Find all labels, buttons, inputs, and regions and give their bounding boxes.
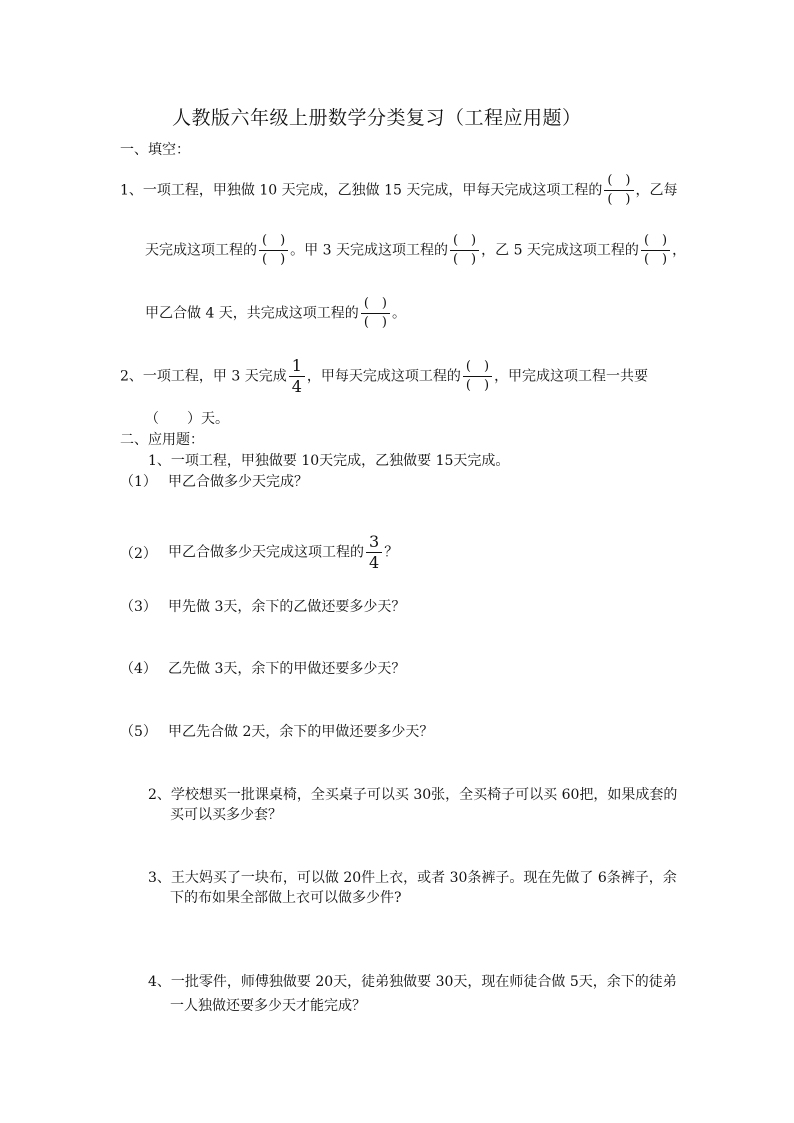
fill-question-2-line-2: （ ）天。	[145, 411, 229, 427]
blank-numerator: ( )	[465, 359, 490, 374]
blank-numerator: ( )	[262, 233, 286, 248]
blank-numerator: ( )	[643, 233, 668, 248]
blank-numerator: ( )	[607, 173, 631, 188]
denominator: 4	[291, 377, 302, 396]
text: 。甲 3 天完成这项工程的	[290, 242, 448, 259]
fraction-bar	[463, 376, 492, 377]
fill-question-1-line-1	[120, 173, 678, 208]
problem-1-item-3: 甲先做 3天，余下的乙做还要多少天？	[168, 599, 406, 615]
problem-2-line-2: 买可以买多少套？	[170, 807, 282, 823]
blank-numerator: ( )	[452, 233, 477, 248]
numerator: 1	[291, 356, 302, 375]
fill-question-1-line-3	[145, 296, 406, 331]
problem-2-line-1: 2、学校想买一批课桌椅，全买桌子可以买 30张，全买椅子可以买 60把，如果成套的	[148, 787, 678, 803]
problem-1-item-2-number: （2）	[120, 546, 157, 562]
blank-fraction	[463, 359, 492, 394]
problem-1-item-2	[168, 533, 398, 572]
text: 甲乙合做多少天完成这项工程的	[168, 544, 364, 561]
text: ，乙 5 天完成这项工程的	[481, 242, 639, 259]
blank-fraction	[604, 173, 633, 208]
text: 2、一项工程，甲 3 天完成	[120, 368, 287, 385]
problem-1-stem: 1、一项工程，甲独做要 10天完成，乙独做要 15天完成。	[148, 453, 510, 469]
problem-4-line-2: 一人独做还要多少天才能完成？	[170, 998, 366, 1014]
denominator: 4	[369, 553, 380, 572]
numerator: 3	[369, 532, 380, 551]
fraction-bar	[450, 250, 479, 251]
problem-1-item-4-number: （4）	[120, 661, 157, 677]
fill-question-2-line-1	[120, 357, 648, 396]
problem-1-item-1-number: （1）	[120, 474, 157, 490]
fraction-bar	[641, 250, 670, 251]
blank-denominator: ( )	[452, 252, 477, 267]
fraction-three-quarters	[366, 533, 382, 572]
blank-numerator: ( )	[363, 296, 387, 311]
problem-3-line-1: 3、王大妈买了一块布，可以做 20件上衣，或者 30条裤子。现在先做了 6条裤子，余	[148, 870, 677, 886]
fraction-bar	[259, 250, 288, 251]
blank-denominator: ( )	[607, 192, 631, 207]
blank-fraction	[641, 233, 670, 268]
problem-1-item-1: 甲乙合做多少天完成？	[168, 474, 308, 490]
problem-1-item-5-number: （5）	[120, 724, 157, 740]
blank-denominator: ( )	[465, 378, 490, 393]
fraction-bar	[361, 313, 390, 314]
text: ，乙每	[635, 182, 678, 199]
fraction-one-quarter	[289, 357, 305, 396]
problem-3-line-2: 下的布如果全部做上衣可以做多少件?	[170, 890, 402, 906]
text: ，甲每天完成这项工程的	[306, 368, 461, 385]
text: 甲乙合做 4 天，共完成这项工程的	[145, 305, 359, 322]
blank-fraction	[361, 296, 390, 331]
problem-1-item-4: 乙先做 3天，余下的甲做还要多少天？	[168, 661, 406, 677]
problem-1-item-5: 甲乙先合做 2天，余下的甲做还要多少天？	[168, 724, 434, 740]
text: 。	[391, 305, 406, 322]
blank-fraction	[450, 233, 479, 268]
text: ，甲完成这项工程一共要	[494, 368, 649, 385]
blank-fraction	[259, 233, 288, 268]
fraction-bar	[604, 190, 633, 191]
blank-denominator: ( )	[262, 252, 286, 267]
section-word-problems-heading: 二、应用题：	[120, 432, 204, 448]
blank-denominator: ( )	[363, 315, 387, 330]
problem-4-line-1: 4、一批零件，师傅独做要 20天，徒弟独做要 30天，现在师徒合做 5天，余下的徒弟	[148, 974, 677, 990]
text: ？	[384, 544, 399, 561]
text: 1、一项工程，甲独做 10 天完成，乙独做 15 天完成，甲每天完成这项工程的	[120, 182, 603, 199]
fill-question-1-line-2	[145, 233, 686, 268]
section-fill-heading: 一、填空：	[120, 142, 190, 158]
blank-denominator: ( )	[643, 252, 668, 267]
text: ，	[672, 242, 687, 259]
problem-1-item-3-number: （3）	[120, 599, 157, 615]
page-title: 人教版六年级上册数学分类复习（工程应用题）	[172, 107, 582, 129]
text: 天完成这项工程的	[145, 242, 257, 259]
